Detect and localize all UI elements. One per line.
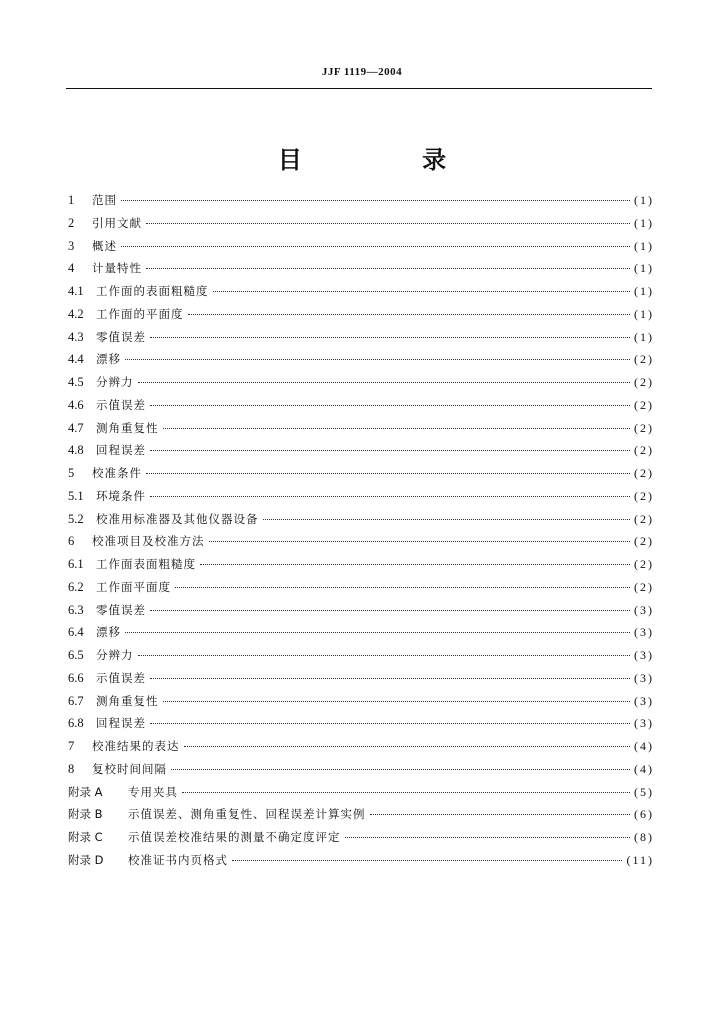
leader-dots — [150, 610, 630, 611]
toc-entry[interactable] — [68, 852, 654, 875]
leader-dots — [121, 246, 630, 247]
leader-dots — [150, 678, 630, 679]
toc-entry-title: 漂移 — [96, 352, 121, 367]
toc-entry-number: 4.2 — [68, 306, 84, 321]
toc-entry-title: 分辨力 — [96, 375, 134, 389]
toc-entry[interactable] — [68, 556, 654, 579]
toc-entry-title: 示值误差校准结果的测量不确定度评定 — [128, 830, 341, 844]
toc-entry[interactable] — [68, 624, 654, 647]
toc-entry-number: 4.5 — [68, 375, 84, 389]
toc-entry[interactable] — [68, 511, 654, 534]
toc-entry-number: 4.1 — [68, 284, 84, 298]
toc-entry-page: (1) — [634, 261, 654, 276]
toc-entry[interactable] — [68, 806, 654, 829]
toc-entry-page: (5) — [634, 784, 654, 799]
leader-dots — [182, 792, 630, 793]
toc-entry-page: (1) — [634, 306, 654, 321]
toc-entry-page: (1) — [634, 329, 654, 344]
leader-dots — [263, 519, 631, 520]
toc-entry[interactable] — [68, 306, 654, 329]
leader-dots — [138, 655, 631, 656]
leader-dots — [150, 405, 630, 406]
toc-entry-page: (3) — [634, 602, 654, 617]
toc-entry-page: (3) — [634, 716, 654, 731]
toc-entry-page: (4) — [634, 739, 654, 753]
toc-entry-title: 引用文献 — [92, 215, 142, 230]
table-of-contents — [68, 192, 654, 875]
leader-dots — [125, 632, 630, 633]
leader-dots — [138, 382, 631, 383]
toc-entry-title: 校准结果的表达 — [92, 739, 180, 753]
toc-entry-number: 6.5 — [68, 648, 84, 662]
leader-dots — [213, 291, 631, 292]
toc-entry[interactable] — [68, 761, 654, 784]
toc-entry-number: 附录 C — [68, 830, 103, 844]
toc-entry-page: (2) — [634, 420, 654, 435]
toc-entry[interactable] — [68, 374, 654, 397]
leader-dots — [163, 428, 631, 429]
toc-entry[interactable] — [68, 784, 654, 807]
toc-entry[interactable] — [68, 260, 654, 283]
leader-dots — [188, 314, 631, 315]
toc-entry-page: (2) — [634, 534, 654, 549]
toc-entry-title: 范围 — [92, 193, 117, 207]
toc-entry-title: 专用夹具 — [128, 784, 178, 799]
toc-entry-page: (2) — [634, 443, 654, 458]
leader-dots — [209, 541, 631, 542]
toc-entry-title: 复校时间间隔 — [92, 761, 167, 776]
toc-entry-title: 工作面平面度 — [96, 579, 171, 594]
leader-dots — [150, 723, 630, 724]
toc-entry-page: (8) — [634, 830, 654, 844]
leader-dots — [150, 496, 630, 497]
toc-entry-page: (3) — [634, 693, 654, 708]
toc-entry[interactable] — [68, 715, 654, 738]
page-title: 目 录 — [277, 146, 503, 174]
toc-entry-title: 校准项目及校准方法 — [92, 534, 205, 549]
toc-entry[interactable] — [68, 442, 654, 465]
toc-entry[interactable] — [68, 351, 654, 374]
toc-entry-number: 4.4 — [68, 352, 84, 367]
leader-dots — [175, 587, 630, 588]
leader-dots — [150, 450, 630, 451]
toc-entry-page: (1) — [634, 284, 654, 298]
document-code: JJF 1119—2004 — [321, 66, 403, 78]
toc-entry-page: (2) — [634, 352, 654, 367]
toc-entry[interactable] — [68, 670, 654, 693]
leader-dots — [370, 814, 631, 815]
toc-entry-page: (4) — [634, 761, 654, 776]
toc-entry-page: (1) — [634, 193, 654, 207]
toc-entry[interactable] — [68, 829, 654, 852]
toc-entry[interactable] — [68, 420, 654, 443]
toc-entry-page: (2) — [634, 557, 654, 571]
toc-entry-title: 示值误差、测角重复性、回程误差计算实例 — [128, 807, 366, 822]
toc-entry-page: (2) — [634, 488, 654, 503]
toc-entry-number: 6.1 — [68, 557, 84, 571]
header-rule — [66, 88, 652, 89]
toc-entry-page: (2) — [634, 397, 654, 412]
toc-entry-number: 6.7 — [68, 693, 84, 708]
toc-entry[interactable] — [68, 238, 654, 261]
leader-dots — [163, 701, 631, 702]
toc-entry-page: (6) — [634, 807, 654, 822]
toc-entry[interactable] — [68, 693, 654, 716]
toc-entry-number: 8 — [68, 761, 75, 776]
toc-entry-title: 校准条件 — [92, 466, 142, 480]
toc-entry-number: 5.1 — [68, 488, 84, 503]
toc-entry-number: 6.4 — [68, 625, 84, 640]
toc-entry-number: 附录 A — [68, 784, 103, 799]
toc-entry-page: (2) — [634, 579, 654, 594]
toc-entry-number: 附录 B — [68, 807, 103, 822]
leader-dots — [121, 200, 630, 201]
toc-entry-title: 零值误差 — [96, 329, 146, 344]
toc-entry-page: (11) — [626, 852, 654, 867]
toc-entry-number: 4 — [68, 261, 75, 276]
toc-entry-number: 4.7 — [68, 420, 84, 435]
toc-entry[interactable] — [68, 488, 654, 511]
leader-dots — [146, 223, 630, 224]
toc-entry-title: 计量特性 — [92, 261, 142, 276]
toc-entry[interactable] — [68, 533, 654, 556]
toc-entry[interactable] — [68, 465, 654, 488]
toc-entry[interactable] — [68, 738, 654, 761]
toc-entry-title: 校准证书内页格式 — [128, 852, 228, 867]
toc-entry-number: 6 — [68, 534, 75, 549]
toc-entry[interactable] — [68, 329, 654, 352]
toc-entry-number: 6.8 — [68, 716, 84, 731]
toc-entry[interactable] — [68, 647, 654, 670]
toc-entry-page: (3) — [634, 625, 654, 640]
toc-entry-number: 5.2 — [68, 511, 84, 526]
toc-entry-title: 回程误差 — [96, 716, 146, 731]
toc-entry-title: 零值误差 — [96, 602, 146, 617]
toc-entry-number: 6.6 — [68, 670, 84, 685]
toc-entry-number: 附录 D — [68, 852, 104, 867]
toc-entry-title: 工作面的平面度 — [96, 306, 184, 321]
toc-entry-page: (3) — [634, 648, 654, 662]
toc-entry-page: (2) — [634, 466, 654, 480]
toc-entry-title: 测角重复性 — [96, 420, 159, 435]
leader-dots — [345, 837, 631, 838]
leader-dots — [232, 860, 622, 861]
toc-entry-number: 4.8 — [68, 443, 84, 458]
toc-entry-number: 2 — [68, 215, 75, 230]
toc-entry-title: 概述 — [92, 238, 117, 253]
toc-entry-number: 6.2 — [68, 579, 84, 594]
toc-entry[interactable] — [68, 215, 654, 238]
toc-entry-number: 6.3 — [68, 602, 84, 617]
toc-entry[interactable] — [68, 579, 654, 602]
toc-entry[interactable] — [68, 602, 654, 625]
toc-entry-number: 4.6 — [68, 397, 84, 412]
toc-entry-title: 示值误差 — [96, 397, 146, 412]
toc-entry-title: 漂移 — [96, 625, 121, 640]
leader-dots — [200, 564, 630, 565]
toc-entry-page: (2) — [634, 375, 654, 389]
leader-dots — [125, 359, 630, 360]
toc-entry-number: 4.3 — [68, 329, 84, 344]
toc-entry-page: (3) — [634, 670, 654, 685]
leader-dots — [146, 473, 630, 474]
toc-entry-title: 分辨力 — [96, 648, 134, 662]
toc-entry-title: 回程误差 — [96, 443, 146, 458]
toc-entry-number: 7 — [68, 739, 75, 753]
leader-dots — [146, 268, 630, 269]
toc-entry-page: (1) — [634, 215, 654, 230]
toc-entry-title: 示值误差 — [96, 670, 146, 685]
toc-entry-title: 校准用标准器及其他仪器设备 — [96, 511, 259, 526]
leader-dots — [171, 769, 630, 770]
leader-dots — [184, 746, 631, 747]
toc-entry[interactable] — [68, 192, 654, 215]
toc-entry-title: 测角重复性 — [96, 693, 159, 708]
toc-entry-number: 5 — [68, 466, 75, 480]
toc-entry-title: 工作面的表面粗糙度 — [96, 284, 209, 298]
toc-entry-number: 1 — [68, 193, 75, 207]
toc-entry-number: 3 — [68, 238, 75, 253]
leader-dots — [150, 337, 630, 338]
toc-entry-title: 环境条件 — [96, 488, 146, 503]
toc-entry-page: (2) — [634, 511, 654, 526]
toc-entry-title: 工作面表面粗糙度 — [96, 557, 196, 571]
toc-entry[interactable] — [68, 397, 654, 420]
toc-entry[interactable] — [68, 283, 654, 306]
toc-entry-page: (1) — [634, 238, 654, 253]
